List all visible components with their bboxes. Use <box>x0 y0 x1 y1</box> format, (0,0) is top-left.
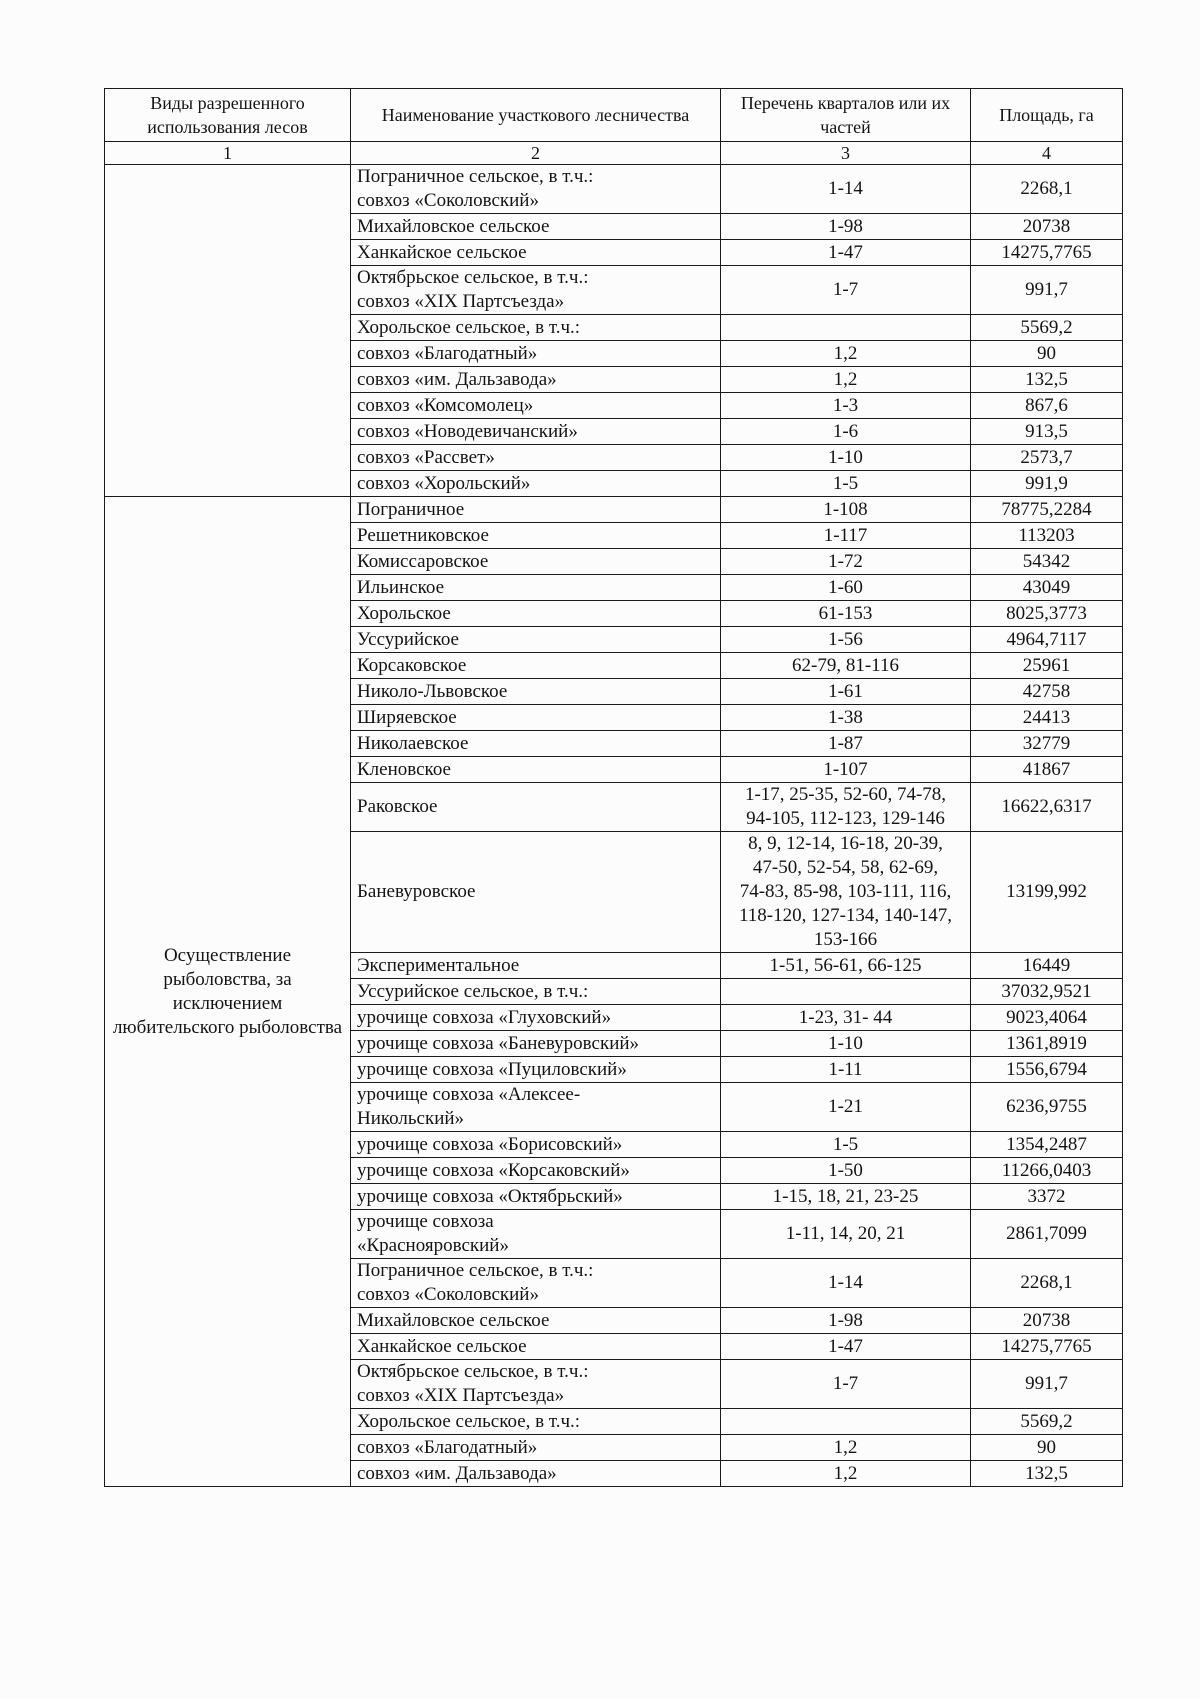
quarters-cell: 1-15, 18, 21, 23-25 <box>721 1184 971 1210</box>
quarters-cell: 1-21 <box>721 1083 971 1132</box>
forestry-name-cell: Николо-Львовское <box>351 679 721 705</box>
quarters-cell: 1-38 <box>721 705 971 731</box>
area-cell: 16622,6317 <box>971 783 1123 832</box>
area-cell: 32779 <box>971 731 1123 757</box>
forestry-name-cell: совхоз «Рассвет» <box>351 445 721 471</box>
forestry-name-cell: Михайловское сельское <box>351 214 721 240</box>
area-cell: 90 <box>971 341 1123 367</box>
forestry-name-cell: совхоз «Благодатный» <box>351 341 721 367</box>
quarters-cell: 1-11, 14, 20, 21 <box>721 1210 971 1259</box>
area-cell: 113203 <box>971 523 1123 549</box>
area-cell: 132,5 <box>971 1461 1123 1487</box>
area-cell: 3372 <box>971 1184 1123 1210</box>
area-cell: 4964,7117 <box>971 627 1123 653</box>
quarters-cell: 1-108 <box>721 497 971 523</box>
quarters-cell: 1-98 <box>721 214 971 240</box>
area-cell: 132,5 <box>971 367 1123 393</box>
forestry-name-cell: Кленовское <box>351 757 721 783</box>
quarters-cell: 1-10 <box>721 1031 971 1057</box>
forestry-name-cell: Раковское <box>351 783 721 832</box>
forestry-name-cell: Баневуровское <box>351 832 721 953</box>
area-cell: 37032,9521 <box>971 979 1123 1005</box>
header-forestry-name: Наименование участкового лесничества <box>351 89 721 142</box>
area-cell: 78775,2284 <box>971 497 1123 523</box>
area-cell: 43049 <box>971 575 1123 601</box>
area-cell: 6236,9755 <box>971 1083 1123 1132</box>
forestry-name-cell: Уссурийское <box>351 627 721 653</box>
forestry-name-cell: Пограничное <box>351 497 721 523</box>
forestry-name-cell: Хорольское сельское, в т.ч.: <box>351 1409 721 1435</box>
forestry-name-cell: урочище совхоза «Глуховский» <box>351 1005 721 1031</box>
quarters-cell: 1-17, 25-35, 52-60, 74-78, 94-105, 112-123, 129-146 <box>721 783 971 832</box>
quarters-cell: 1-3 <box>721 393 971 419</box>
area-cell: 54342 <box>971 549 1123 575</box>
forestry-name-cell: урочище совхоза «Борисовский» <box>351 1132 721 1158</box>
quarters-cell: 1,2 <box>721 341 971 367</box>
quarters-cell: 1,2 <box>721 1461 971 1487</box>
area-cell: 11266,0403 <box>971 1158 1123 1184</box>
column-number-row <box>105 142 1123 165</box>
area-cell: 991,7 <box>971 266 1123 315</box>
area-cell: 991,9 <box>971 471 1123 497</box>
forestry-name-cell: Пограничное сельское, в т.ч.: совхоз «Соколовский» <box>351 165 721 214</box>
column-number-3: 3 <box>721 142 971 165</box>
quarters-cell: 1-5 <box>721 471 971 497</box>
area-cell: 14275,7765 <box>971 240 1123 266</box>
quarters-cell: 1-47 <box>721 240 971 266</box>
area-cell: 20738 <box>971 214 1123 240</box>
area-cell: 90 <box>971 1435 1123 1461</box>
area-cell: 9023,4064 <box>971 1005 1123 1031</box>
forestry-name-cell: Корсаковское <box>351 653 721 679</box>
forestry-name-cell: совхоз «Комсомолец» <box>351 393 721 419</box>
quarters-cell: 8, 9, 12-14, 16-18, 20-39, 47-50, 52-54, 58, 62-69, 74-83, 85-98, 103-111, 116, 118-120, 127-134, 140-147, 153-166 <box>721 832 971 953</box>
quarters-cell: 1-61 <box>721 679 971 705</box>
forestry-name-cell: урочище совхоза «Пуциловский» <box>351 1057 721 1083</box>
quarters-cell: 1-107 <box>721 757 971 783</box>
forestry-name-cell: Октябрьское сельское, в т.ч.: совхоз «XIX Партсъезда» <box>351 266 721 315</box>
forestry-name-cell: Октябрьское сельское, в т.ч.: совхоз «XIX Партсъезда» <box>351 1360 721 1409</box>
forestry-name-cell: совхоз «Хорольский» <box>351 471 721 497</box>
forestry-name-cell: Экспериментальное <box>351 953 721 979</box>
forestry-name-cell: Пограничное сельское, в т.ч.: совхоз «Соколовский» <box>351 1259 721 1308</box>
area-cell: 1361,8919 <box>971 1031 1123 1057</box>
forest-use-table <box>104 88 1123 1487</box>
header-use-type: Виды разрешенного использования лесов <box>105 89 351 142</box>
quarters-cell: 1-14 <box>721 1259 971 1308</box>
area-cell: 991,7 <box>971 1360 1123 1409</box>
forestry-name-cell: Ширяевское <box>351 705 721 731</box>
quarters-cell: 1-7 <box>721 266 971 315</box>
quarters-cell: 1-47 <box>721 1334 971 1360</box>
area-cell: 16449 <box>971 953 1123 979</box>
forestry-name-cell: совхоз «Новодевичанский» <box>351 419 721 445</box>
area-cell: 867,6 <box>971 393 1123 419</box>
forestry-name-cell: Комиссаровское <box>351 549 721 575</box>
forestry-name-cell: Ханкайское сельское <box>351 1334 721 1360</box>
area-cell: 5569,2 <box>971 1409 1123 1435</box>
quarters-cell: 1,2 <box>721 1435 971 1461</box>
quarters-cell: 1,2 <box>721 367 971 393</box>
column-number-2: 2 <box>351 142 721 165</box>
area-cell: 1556,6794 <box>971 1057 1123 1083</box>
forestry-name-cell: совхоз «им. Дальзавода» <box>351 1461 721 1487</box>
area-cell: 14275,7765 <box>971 1334 1123 1360</box>
quarters-cell: 1-60 <box>721 575 971 601</box>
quarters-cell: 1-7 <box>721 1360 971 1409</box>
area-cell: 2268,1 <box>971 165 1123 214</box>
use-type-cell-empty <box>105 165 351 497</box>
quarters-cell <box>721 315 971 341</box>
area-cell: 5569,2 <box>971 315 1123 341</box>
forestry-name-cell: урочище совхоза «Октябрьский» <box>351 1184 721 1210</box>
quarters-cell: 1-50 <box>721 1158 971 1184</box>
area-cell: 41867 <box>971 757 1123 783</box>
forestry-name-cell: Николаевское <box>351 731 721 757</box>
forestry-name-cell: урочище совхоза «Алексее- Никольский» <box>351 1083 721 1132</box>
quarters-cell: 1-14 <box>721 165 971 214</box>
quarters-cell: 1-117 <box>721 523 971 549</box>
quarters-cell: 1-87 <box>721 731 971 757</box>
quarters-cell: 1-10 <box>721 445 971 471</box>
forestry-name-cell: Ильинское <box>351 575 721 601</box>
forestry-name-cell: совхоз «Благодатный» <box>351 1435 721 1461</box>
forestry-name-cell: Хорольское сельское, в т.ч.: <box>351 315 721 341</box>
column-number-1: 1 <box>105 142 351 165</box>
forestry-name-cell: урочище совхоза «Баневуровский» <box>351 1031 721 1057</box>
header-quarters: Перечень кварталов или их частей <box>721 89 971 142</box>
quarters-cell: 1-11 <box>721 1057 971 1083</box>
area-cell: 20738 <box>971 1308 1123 1334</box>
forestry-name-cell: Ханкайское сельское <box>351 240 721 266</box>
area-cell: 1354,2487 <box>971 1132 1123 1158</box>
use-type-cell: Осуществление рыболовства, за исключением любительского рыболовства <box>105 497 351 1487</box>
column-number-4: 4 <box>971 142 1123 165</box>
forestry-name-cell: Михайловское сельское <box>351 1308 721 1334</box>
quarters-cell <box>721 979 971 1005</box>
area-cell: 25961 <box>971 653 1123 679</box>
area-cell: 2573,7 <box>971 445 1123 471</box>
area-cell: 24413 <box>971 705 1123 731</box>
area-cell: 8025,3773 <box>971 601 1123 627</box>
forestry-name-cell: Уссурийское сельское, в т.ч.: <box>351 979 721 1005</box>
table-row <box>105 165 1123 214</box>
header-area: Площадь, га <box>971 89 1123 142</box>
quarters-cell: 1-56 <box>721 627 971 653</box>
quarters-cell: 1-6 <box>721 419 971 445</box>
area-cell: 2861,7099 <box>971 1210 1123 1259</box>
table-row <box>105 497 1123 523</box>
forestry-name-cell: совхоз «им. Дальзавода» <box>351 367 721 393</box>
quarters-cell: 1-51, 56-61, 66-125 <box>721 953 971 979</box>
header-row <box>105 89 1123 142</box>
area-cell: 42758 <box>971 679 1123 705</box>
forestry-name-cell: Хорольское <box>351 601 721 627</box>
quarters-cell: 1-5 <box>721 1132 971 1158</box>
quarters-cell <box>721 1409 971 1435</box>
area-cell: 913,5 <box>971 419 1123 445</box>
quarters-cell: 62-79, 81-116 <box>721 653 971 679</box>
area-cell: 13199,992 <box>971 832 1123 953</box>
quarters-cell: 61-153 <box>721 601 971 627</box>
quarters-cell: 1-98 <box>721 1308 971 1334</box>
forestry-name-cell: урочище совхоза «Корсаковский» <box>351 1158 721 1184</box>
quarters-cell: 1-23, 31- 44 <box>721 1005 971 1031</box>
forestry-name-cell: Решетниковское <box>351 523 721 549</box>
quarters-cell: 1-72 <box>721 549 971 575</box>
area-cell: 2268,1 <box>971 1259 1123 1308</box>
forestry-name-cell: урочище совхоза «Краснояровский» <box>351 1210 721 1259</box>
